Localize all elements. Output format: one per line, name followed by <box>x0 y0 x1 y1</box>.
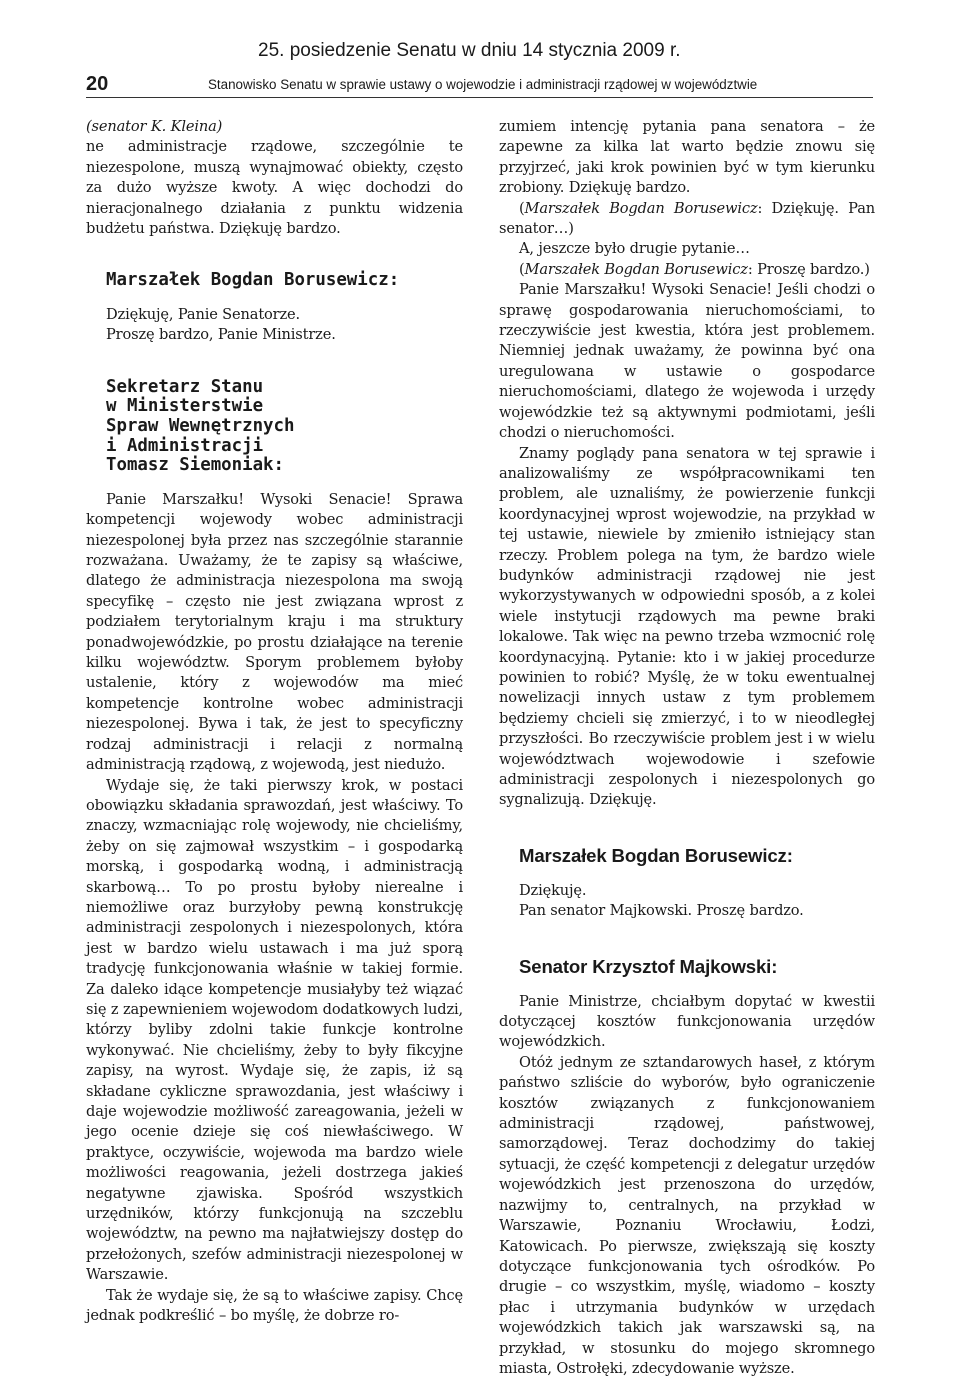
speaker-heading <box>106 378 463 476</box>
document-subtitle: Stanowisko Senatu w sprawie ustawy o wojewodzie i administracji rządowej w województwie <box>208 77 758 92</box>
speaker-heading: Marszałek Bogdan Borusewicz: <box>106 270 400 291</box>
page-number: 20 <box>86 73 109 95</box>
paragraph: Panie Ministrze, chciałbym dopytać w kwestii dotyczącej kosztów funkcjonowania urzędów wojewódzkich. <box>499 992 875 1051</box>
paragraph: ne administracje rządowe, szczególnie te niezespolone, muszą wynajmować obiekty, często za dużo wyższe kwoty. A więc dochodzi do nieracjonalnego działania z punktu widzenia budżetu państwa. Dziękuję bardzo. <box>86 138 463 238</box>
interjection-text: : Proszę bardzo.) <box>747 260 870 278</box>
interjection: (Marszałek Bogdan Borusewicz: Proszę bardzo.) <box>519 260 870 278</box>
header-rule <box>86 97 873 98</box>
paragraph: Proszę bardzo, Panie Ministrze. <box>106 326 336 344</box>
paragraph: Dziękuję, Panie Senatorze. <box>106 306 301 324</box>
paragraph: Wydaje się, że taki pierwszy krok, w postaci obowiązku składania sprawozdań, jest właściwy. To znaczy, wzmacniając rolę wojewody, nie chcieliśmy, żeby on się zajmował wszystkim – i gospodarką morską, i gospodarką wodną, i administracją skarbową… To po prostu byłoby nierealne i niemożliwe oraz burzyłoby pewną konstrukcję administracji zespolonych i niezespolonych, która jest w bardzo wielu ustawach i ma już sporą tradycję funkcjonowania właśnie w takiej formie. Za daleko idące kompetencje musiałyby też wiązać się z zapewnieniem wojewodom dodatkowych ludzi, którzy byliby zdolni takie funkcje kontrolne wykonywać. Nie chcieliśmy, żeby to były fikcyjne zapisy, na wyrost. Wydaje się, że zapis, iż są składane cykliczne sprawozdania, jest właściwy i daje wojewodzie możliwość zareagowania, jeżeli w jego ocenie dzieje się coś niewłaściwego. W praktyce, oczywiście, wojewoda ma bardzo wiele możliwości reagowania, jeżeli dostrzega jakieś negatywne zjawiska. Spośród wszystkich urzędników, którzy funkcjonują na szczeblu województw, na pewno ma najłatwiejszy dostęp do przełożonych, szefów administracji niezespolonej w Warszawie. <box>86 776 463 1284</box>
paragraph: Panie Marszałku! Wysoki Senacie! Jeśli chodzi o sprawę gospodarowania nieruchomościami, to rzeczywiście jest kwestia, która jest problemem. Niemniej jednak uważamy, że powinna być ona uregulowana w ustawie o gospodarce nieruchomościami, dlatego że wojewoda i urzędy wojewódzkie też są aktywnymi podmiotami, jeśli chodzi o nieruchomości. <box>499 281 875 442</box>
paragraph: Pan senator Majkowski. Proszę bardzo. <box>519 902 804 920</box>
paragraph: Tak że wydaje się, że są to właściwe zapisy. Chcę jednak podkreślić – bo myślę, że dobrze ro- <box>86 1286 463 1325</box>
right-column <box>499 117 875 1379</box>
paragraph: Otóż jednym ze sztandarowych haseł, z którym państwo szliście do wyborów, było ograniczenie kosztów związanych z funkcjonowaniem administracji rządowej, państwowej, samorządowej. Teraz dochodzimy do takiej sytuacji, że część kompetencji z delegatur urzędów wojewódzkich jest przenoszona do urzędów, nazwijmy to, centralnych, na przykład w Warszawie, Poznaniu Wrocławiu, Łodzi, Katowicach. Po pierwsze, zwiększają się koszty dotyczące funkcjonowania tych ośrodków. Po drugie – co wszystkim, myślę, wiadomo – koszty płac i utrzymania budynków w urzędach wojewódzkich takich jak warszawski są, na przykład, w stosunku do mojego skromnego miasta, Ostrołęki, zdecydowanie wyższe. <box>499 1053 875 1377</box>
speaker-heading-line: Spraw Wewnętrznych <box>106 416 295 437</box>
speaker-heading-line: Sekretarz Stanu <box>106 376 264 397</box>
speaker-heading-line: Tomasz Siemoniak: <box>106 455 284 476</box>
paragraph: Dziękuję. <box>519 881 587 899</box>
left-column <box>86 117 463 1326</box>
paragraph: zumiem intencję pytania pana senatora – że zapewne za kilka lat warto będzie znowu się przyjrzeć, jaki krok powinien być w tym kierunku zrobiony. Dziękuję bardzo. <box>499 118 875 197</box>
speaker-heading-line: w Ministerstwie <box>106 396 264 417</box>
speaker-note: (senator K. Kleina) <box>86 118 223 135</box>
interjection-speaker: Marszałek Bogdan Borusewicz <box>524 199 758 217</box>
speaker-heading: Senator Krzysztof Majkowski: <box>519 955 778 977</box>
speaker-heading-line: i Administracji <box>106 435 264 456</box>
speaker-heading: Marszałek Bogdan Borusewicz: <box>519 844 793 866</box>
paragraph: Panie Marszałku! Wysoki Senacie! Sprawa kompetencji wojewody wobec administracji niezespolonej była przez nas szczególnie starannie rozważana. Uważamy, że te zapisy są właściwe, dlatego że administracja niezespolona ma swoją specyfikę – często nie jest związana wprost z podziałem terytorialnym kraju i ma struktury ponadwojewódzkie, po prostu działające na terenie kilku województw. Sporym problemem byłoby ustalenie, który z wojewodów ma mieć kompetencje kontrolne wobec administracji niezespolonej. Bywa i tak, że jest to specyficzny rodzaj administracji i relacji z normalną administracją rządową, z wojewodą, jest niedużo. <box>86 490 463 774</box>
interjection-text: : Dziękuję. Pan senator…) <box>499 199 875 238</box>
paragraph: A, jeszcze było drugie pytanie… <box>519 240 750 258</box>
interjection: (Marszałek Bogdan Borusewicz: Dziękuję. Pan senator…) <box>499 199 875 238</box>
paragraph: Znamy poglądy pana senatora w tej sprawie i analizowaliśmy ze współpracownikami ten problem, ale uznaliśmy, że powierzenie funkcji koordynacyjnej wprost wojewodzie, na przykład w tej ustawie, niewiele by zmieniło istniejący stan rzeczy. Problem polega na tym, że bardzo wiele budynków administracji rządowej nie jest wykorzystywanych w odpowiedni sposób, a z kolei wiele instytucji rządowych ma pewne braki lokalowe. Tak więc na pewno trzeba wzmocnić rolę koordynacyjną. Pytanie: kto i w jakiej procedurze powinien to robić? Myślę, że w toku ewentualnej nowelizacji innych ustaw z tym problemem będziemy chcieli się zmierzyć, i to w nieodległej przyszłości. Bo rzeczywiście problem jest i w wielu województwach wojewodowie i szefowie administracji zespolonych i niezespolonych go sygnalizują. Dziękuję. <box>499 444 875 809</box>
interjection-speaker: Marszałek Bogdan Borusewicz <box>524 260 748 278</box>
session-title: 25. posiedzenie Senatu w dniu 14 stycznia 2009 r. <box>258 40 681 61</box>
